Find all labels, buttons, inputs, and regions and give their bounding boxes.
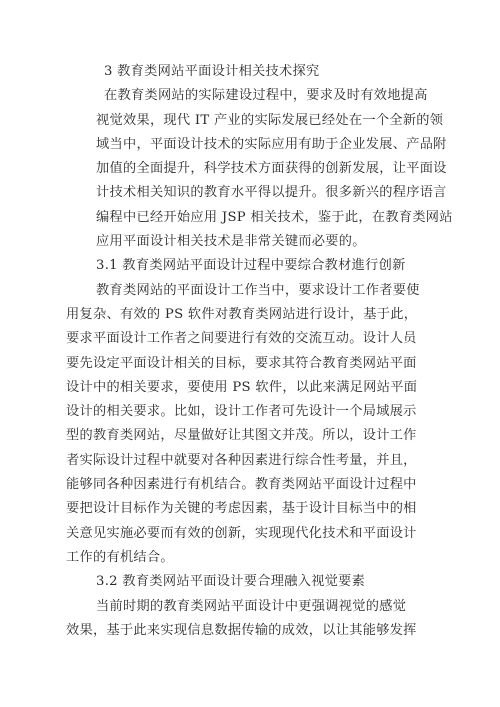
paragraph-line: 设计的相关要求。比如，设计工作者可先设计一个局域展示 (66, 404, 417, 420)
paragraph-line: 用复杂、有效的 PS 软件对教育类网站进行设计，基于此， (66, 306, 418, 322)
paragraph-line: 计技术相关知识的教育水平得以提升。很多新兴的程序语言 (96, 185, 447, 201)
paragraph-line: 编程中已经开始应用 JSP 相关技术，鉴于此，在教育类网站 (96, 209, 453, 225)
paragraph-line: 在教育类网站的实际建设过程中，要求及时有效地提高 (104, 88, 428, 104)
paragraph-line: 域当中，平面设计技术的实际应用有助于企业发展、产品附 (96, 136, 447, 152)
paragraph-line: 工作的有机结合。 (66, 549, 174, 565)
paragraph-line: 要先设定平面设计相关的目标，要求其符合教育类网站平面 (66, 355, 417, 371)
paragraph-line: 型的教育类网站，尽量做好让其图文并茂。所以，设计工作 (66, 428, 417, 444)
section-heading-3-1: 3.1 教育类网站平面设计过程中要综合教材進行创新 (96, 258, 406, 274)
paragraph-line: 设计中的相关要求，要使用 PS 软件，以此来满足网站平面 (66, 379, 418, 395)
paragraph-line: 视觉效果，现代 IT 产业的实际发展已经处在一个全新的领 (96, 112, 444, 128)
section-heading-3: 3 教育类网站平面设计相关技术探究 (104, 64, 320, 79)
paragraph-line: 加值的全面提升，科学技术方面获得的创新发展，让平面设 (96, 161, 447, 177)
paragraph-line: 能够同各种因素进行有机结合。教育类网站平面设计过程中 (66, 477, 417, 493)
paragraph-line: 关意见实施必要而有效的创新，实现现代化技术和平面设计 (66, 525, 417, 541)
paragraph-line: 应用平面设计相关技术是非常关键而必要的。 (96, 234, 366, 250)
paragraph-line: 当前时期的教育类网站平面设计中更强调视觉的感觉 (96, 598, 407, 614)
section-heading-3-2: 3.2 教育类网站平面设计要合理融入视觉要素 (96, 574, 366, 590)
paragraph-line: 效果，基于此来实现信息数据传输的成效，以让其能够发挥 (66, 622, 417, 638)
paragraph-line: 要把设计目标作为关键的考虑因素，基于设计目标当中的相 (66, 501, 417, 517)
paragraph-line: 教育类网站的平面设计工作当中，要求设计工作者要使 (96, 282, 420, 298)
paragraph-line: 者实际设计过程中就要对各种因素进行综合性考量，并且， (66, 452, 417, 468)
document-body (66, 60, 453, 643)
paragraph-line: 要求平面设计工作者之间要进行有效的交流互动。设计人员 (66, 331, 417, 347)
